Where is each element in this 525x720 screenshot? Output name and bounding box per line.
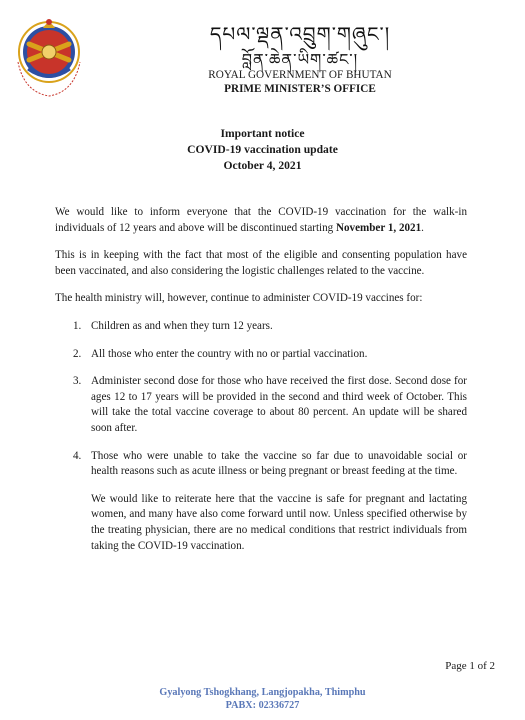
list-item	[55, 347, 467, 363]
paragraph-discontinuation	[55, 205, 467, 236]
notice-date: October 4, 2021	[223, 159, 302, 172]
footer-address: Gyalyong Tshogkhang, Langjopakha, Thimphu	[159, 687, 366, 698]
list-item-number: 1.	[73, 319, 82, 332]
paragraph-continuation: The health ministry will, however, continue to administer COVID-19 vaccines for:	[55, 292, 423, 305]
list-item-number: 3.	[73, 375, 82, 388]
notice-body	[55, 205, 467, 566]
header-office-name: PRIME MINISTER’S OFFICE	[224, 83, 376, 95]
paragraph-discontinuation-end: .	[421, 221, 424, 234]
bhutan-emblem-icon	[14, 14, 84, 104]
list-item-text: Those who were unable to take the vaccine so far due to unavoidable social or health reasons such as acute illness or being pregnant or breast feeding at the time.	[91, 449, 467, 478]
notice-title-block	[0, 126, 525, 174]
list-item	[55, 319, 467, 335]
page-number: Page 1 of 2	[445, 660, 495, 672]
list-item-text: All those who enter the country with no or partial vaccination.	[91, 347, 368, 360]
list-item	[55, 374, 467, 436]
paragraph-reason: This is in keeping with the fact that most of the eligible and consenting population have been vaccinated, and also considering the logistic challenges related to the vaccine.	[55, 249, 467, 277]
list-item-text: Administer second dose for those who have received the first dose. Second dose for ages 12 to 17 years will be provided in the second and third week of October. This will take the total vaccine coverage to about 80 percent. An update will be shared soon after.	[91, 375, 467, 434]
list-item-number: 2.	[73, 347, 82, 360]
discontinuation-date: November 1, 2021	[335, 221, 422, 234]
footer-pabx: PABX: 02336727	[225, 700, 300, 711]
list-item-text: Children as and when they turn 12 years.	[91, 319, 273, 332]
notice-heading: Important notice	[220, 127, 305, 140]
header-dzongkha-government: དཔལ་ལྡན་འབྲུག་གཞུང་།	[209, 24, 391, 46]
paragraph-safety: We would like to reiterate here that the vaccine is safe for pregnant and lactating women, and many have also come forward until now. Unless specified otherwise by the treating physician, there are no medical conditions that restrict individuals from taking the COVID-19 vaccination.	[91, 492, 467, 552]
header-dzongkha-office: བློན་ཆེན་ཡིག་ཚང་།	[241, 52, 359, 69]
vaccine-eligibility-list	[55, 319, 467, 480]
header-government-name: ROYAL GOVERNMENT OF BHUTAN	[208, 69, 392, 81]
paragraph-discontinuation-text: We would like to inform everyone that the COVID-19 vaccination for the walk-in individuals of 12 years and above will be discontinued starting	[55, 206, 467, 234]
notice-subheading: COVID-19 vaccination update	[187, 143, 338, 156]
list-item-number: 4.	[73, 449, 82, 462]
list-item	[55, 449, 467, 480]
footer	[0, 686, 525, 712]
